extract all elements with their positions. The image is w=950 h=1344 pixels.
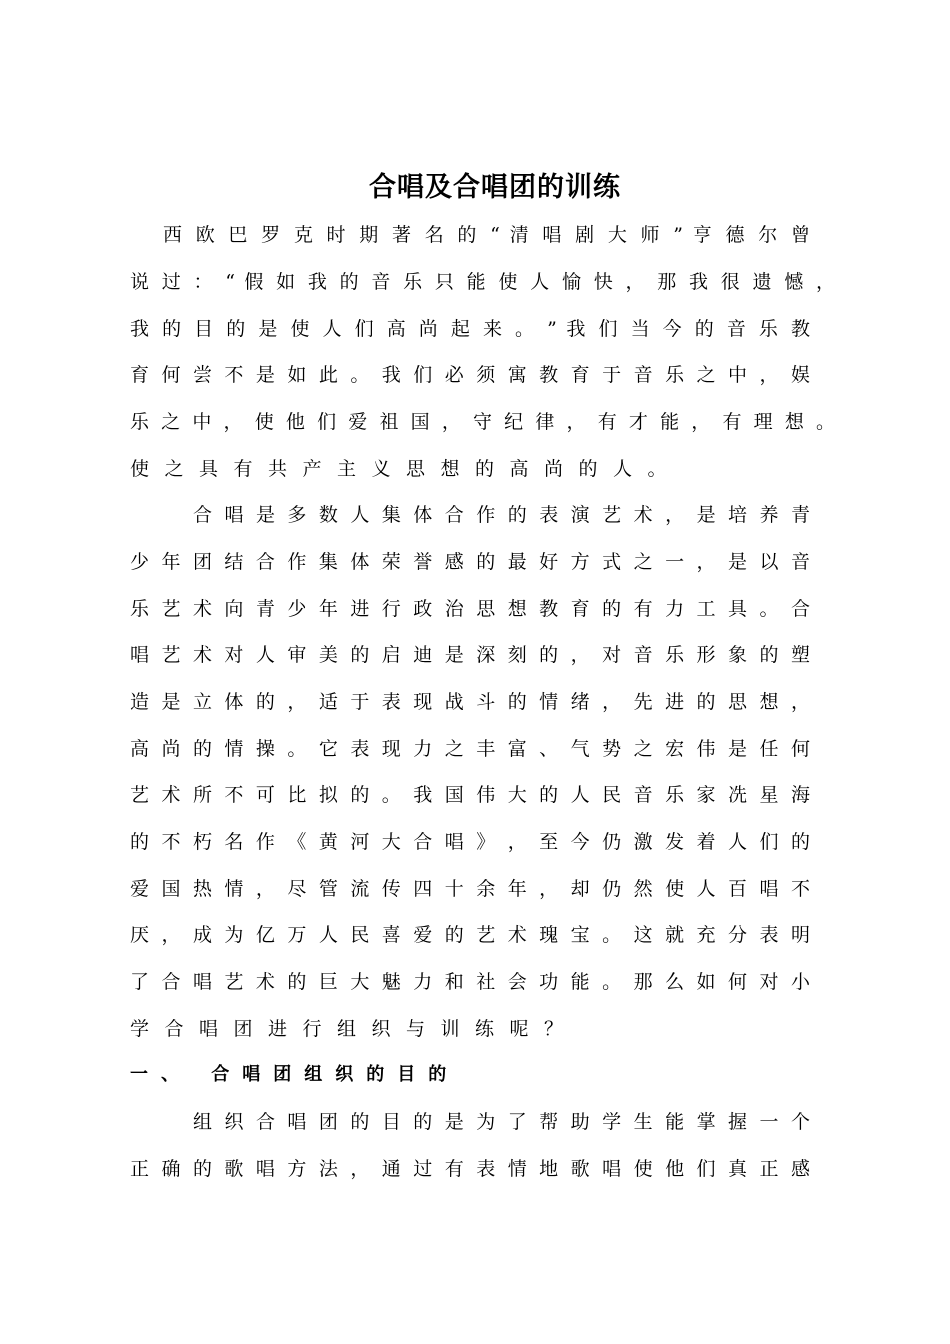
paragraph-line: 了 合 唱 艺 术 的 巨 大 魅 力 和 社 会 功 能 。 那 么 如 何 对 小 <box>130 971 810 993</box>
document-title: 合唱及合唱团的训练 <box>369 172 621 203</box>
paragraph-line: 说 过 ： “ 假 如 我 的 音 乐 只 能 使 人 愉 快 ， 那 我 很 遗 憾 ， <box>130 271 835 293</box>
paragraph-line: 正 确 的 歌 唱 方 法 ， 通 过 有 表 情 地 歌 唱 使 他 们 真 正 感 <box>130 1158 810 1180</box>
paragraph-line: 我 的 目 的 是 使 人 们 高 尚 起 来 。 ” 我 们 当 今 的 音 乐 教 <box>130 318 810 340</box>
paragraph-line: 乐 之 中 ， 使 他 们 爱 祖 国 ， 守 纪 律 ， 有 才 能 ， 有 理 想 。 <box>130 411 835 433</box>
paragraph-line: 乐 艺 术 向 青 少 年 进 行 政 治 思 想 教 育 的 有 力 工 具 。 合 <box>130 598 810 620</box>
paragraph-line: 组 织 合 唱 团 的 目 的 是 为 了 帮 助 学 生 能 掌 握 一 个 <box>193 1111 810 1133</box>
paragraph-line: 西 欧 巴 罗 克 时 期 著 名 的 “ 清 唱 剧 大 师 ” 亨 德 尔 曾 <box>163 224 810 246</box>
paragraph-line: 少 年 团 结 合 作 集 体 荣 誉 感 的 最 好 方 式 之 一 ， 是 以 音 <box>130 551 810 573</box>
section-heading: 一、 合唱团组织的目的 <box>130 1064 460 1085</box>
paragraph-line: 合 唱 是 多 数 人 集 体 合 作 的 表 演 艺 术 ， 是 培 养 青 <box>193 504 810 526</box>
paragraph-line: 唱 艺 术 对 人 审 美 的 启 迪 是 深 刻 的 ， 对 音 乐 形 象 的 塑 <box>130 644 810 666</box>
paragraph-line: 的 不 朽 名 作 《 黄 河 大 合 唱 》 ， 至 今 仍 激 发 着 人 们 的 <box>130 831 810 853</box>
paragraph-line: 造 是 立 体 的 ， 适 于 表 现 战 斗 的 情 绪 ， 先 进 的 思 想 ， <box>130 691 810 713</box>
paragraph-line: 厌 ， 成 为 亿 万 人 民 喜 爱 的 艺 术 瑰 宝 。 这 就 充 分 表 明 <box>130 924 810 946</box>
paragraph-line: 学合唱团进行组织与训练呢？ <box>130 1018 579 1040</box>
paragraph-line: 育 何 尝 不 是 如 此 。 我 们 必 须 寓 教 育 于 音 乐 之 中 ， 娱 <box>130 364 810 386</box>
paragraph-line: 高 尚 的 情 操 。 它 表 现 力 之 丰 富 、 气 势 之 宏 伟 是 任 何 <box>130 738 810 760</box>
paragraph-line: 爱 国 热 情 ， 尽 管 流 传 四 十 余 年 ， 却 仍 然 使 人 百 唱 不 <box>130 878 810 900</box>
paragraph-line: 艺 术 所 不 可 比 拟 的 。 我 国 伟 大 的 人 民 音 乐 家 冼 星 海 <box>130 784 810 806</box>
paragraph-line: 使之具有共产主义思想的高尚的人。 <box>130 458 683 480</box>
